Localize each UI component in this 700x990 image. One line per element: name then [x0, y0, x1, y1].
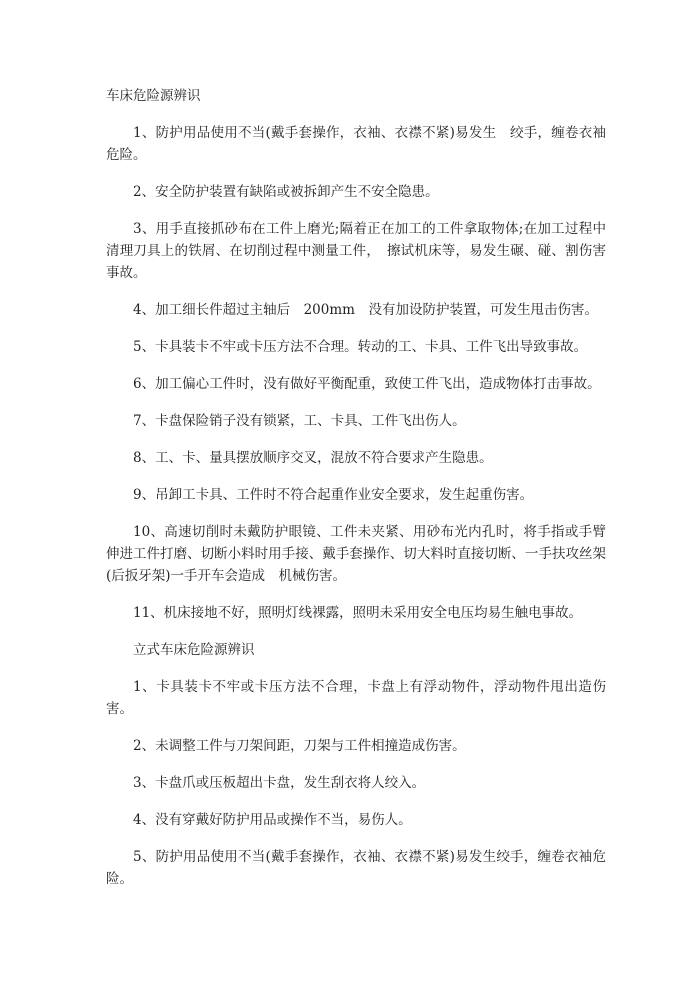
lathe-hazard-item-8: 8、工、卡、量具摆放顺序交叉，混放不符合要求产生隐患。	[133, 450, 493, 466]
lathe-hazard-item-9: 9、吊卸工卡具、工件时不符合起重作业安全要求，发生起重伤害。	[133, 487, 534, 503]
section-title-vertical-lathe-hazards: 立式车床危险源辨识	[133, 642, 255, 658]
lathe-hazard-item-3: 3、用手直接抓砂布在工件上磨光;隔着正在加工的工件拿取物体;在加工过程中清理刀具上的铁屑、在切削过程中测量工件， 擦试机床等，易发生碾、碰、割伤害事故。	[106, 221, 606, 281]
lathe-hazard-item-10: 10、高速切削时未戴防护眼镜、工件未夹紧、用砂布光内孔时，将手指或手臂伸进工件打磨、切断小料时用手接、戴手套操作、切大料时直接切断、一手扶攻丝架(后扳牙架)一手开车会造成 机械伤害。	[106, 524, 606, 584]
lathe-hazard-item-11: 11、机床接地不好，照明灯线裸露，照明未采用安全电压均易生触电事故。	[133, 605, 583, 621]
lathe-hazard-item-4: 4、加工细长件超过主轴后 200mm 没有加设防护装置，可发生甩击伤害。	[133, 302, 598, 318]
section-title-lathe-hazards: 车床危险源辨识	[106, 88, 201, 104]
lathe-hazard-item-1: 1、防护用品使用不当(戴手套操作，衣袖、衣襟不紧)易发生 绞手，缠卷衣袖危险。	[106, 125, 606, 163]
vertical-lathe-hazard-item-3: 3、卡盘爪或压板超出卡盘，发生刮衣将人绞入。	[133, 775, 426, 791]
document-body	[106, 85, 606, 905]
vertical-lathe-hazard-item-2: 2、未调整工件与刀架间距，刀架与工件相撞造成伤害。	[133, 738, 466, 754]
vertical-lathe-hazard-item-1: 1、卡具装卡不牢或卡压方法不合理，卡盘上有浮动物件，浮动物件甩出造伤害。	[106, 679, 606, 717]
vertical-lathe-hazard-item-5: 5、防护用品使用不当(戴手套操作，衣袖、衣襟不紧)易发生绞手，缠卷衣袖危险。	[106, 849, 606, 887]
lathe-hazard-item-7: 7、卡盘保险销子没有锁紧，工、卡具、工件飞出伤人。	[133, 413, 466, 429]
lathe-hazard-item-2: 2、安全防护装置有缺陷或被拆卸产生不安全隐患。	[133, 184, 439, 200]
vertical-lathe-hazard-item-4: 4、没有穿戴好防护用品或操作不当，易伤人。	[133, 812, 412, 828]
lathe-hazard-item-5: 5、卡具装卡不牢或卡压方法不合理。转动的工、卡具、工件飞出导致事故。	[133, 339, 588, 355]
lathe-hazard-item-6: 6、加工偏心工件时，没有做好平衡配重，致使工件飞出，造成物体打击事故。	[133, 376, 601, 392]
